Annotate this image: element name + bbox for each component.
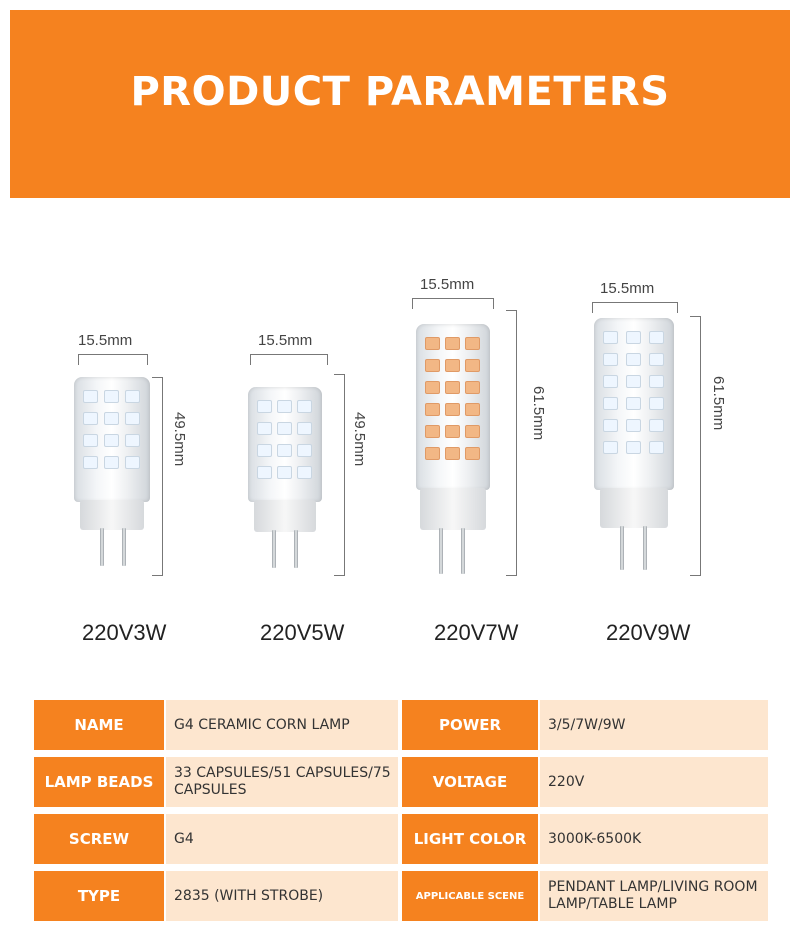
lamp-base — [420, 488, 486, 530]
led-chip — [278, 467, 291, 478]
led-chip — [466, 382, 479, 393]
spec-row — [34, 757, 768, 807]
led-chip — [604, 442, 617, 453]
lamp-body — [594, 318, 674, 490]
product-model-label: 220V3W — [82, 620, 167, 645]
led-chip — [446, 382, 459, 393]
led-chip — [426, 404, 439, 415]
led-chip — [650, 332, 663, 343]
height-dimension-line — [690, 316, 701, 576]
led-chip — [126, 391, 139, 402]
led-chip — [627, 376, 640, 387]
width-dimension-line — [592, 302, 678, 313]
led-chip — [446, 338, 459, 349]
led-chip — [627, 442, 640, 453]
spec-value-screw: G4 — [166, 814, 398, 864]
lamp-body — [416, 324, 490, 490]
led-chip — [105, 435, 118, 446]
led-chip — [84, 435, 97, 446]
height-dimension-line — [506, 310, 517, 576]
page-title: PRODUCT PARAMETERS — [130, 69, 670, 115]
led-chip — [650, 354, 663, 365]
lamp-pin — [294, 530, 298, 568]
lamp-pin — [100, 528, 104, 566]
led-chip — [466, 338, 479, 349]
spec-value-name: G4 CERAMIC CORN LAMP — [166, 700, 398, 750]
spec-label-voltage: VOLTAGE — [402, 757, 538, 807]
led-chip — [298, 401, 311, 412]
led-chip — [84, 413, 97, 424]
led-chip — [446, 448, 459, 459]
spec-row — [34, 700, 768, 750]
led-chip — [466, 426, 479, 437]
width-dimension-line — [412, 298, 494, 309]
header-banner — [10, 10, 790, 198]
led-chip — [258, 423, 271, 434]
spec-value-applicable-scene: PENDANT LAMP/LIVING ROOM LAMP/TABLE LAMP — [540, 871, 768, 921]
spec-label-power: POWER — [402, 700, 538, 750]
led-chip — [446, 404, 459, 415]
spec-value-voltage: 220V — [540, 757, 768, 807]
led-chip — [426, 448, 439, 459]
led-chip — [650, 376, 663, 387]
led-chip — [627, 398, 640, 409]
lamp-pin — [122, 528, 126, 566]
product-model-label: 220V9W — [606, 620, 691, 645]
width-dimension-line — [250, 354, 328, 365]
width-dimension-label: 15.5mm — [420, 276, 475, 293]
led-chip — [426, 338, 439, 349]
height-dimension-label: 61.5mm — [530, 386, 547, 441]
lamp-pin — [620, 526, 624, 570]
width-dimension-line — [78, 354, 148, 365]
led-chip — [105, 457, 118, 468]
led-chip — [650, 420, 663, 431]
led-chip — [258, 467, 271, 478]
led-chip — [278, 423, 291, 434]
lamp-body — [74, 377, 150, 502]
spec-label-name: NAME — [34, 700, 164, 750]
height-dimension-line — [334, 374, 345, 576]
led-chip — [426, 360, 439, 371]
height-dimension-label: 49.5mm — [171, 412, 188, 467]
led-chip — [278, 445, 291, 456]
led-chip — [84, 391, 97, 402]
led-chip — [650, 398, 663, 409]
led-chip — [298, 467, 311, 478]
spec-row — [34, 871, 768, 921]
spec-label-type: TYPE — [34, 871, 164, 921]
spec-value-power: 3/5/7W/9W — [540, 700, 768, 750]
spec-value-type: 2835 (WITH STROBE) — [166, 871, 398, 921]
led-chip — [446, 426, 459, 437]
spec-label-lamp-beads: LAMP BEADS — [34, 757, 164, 807]
product-gallery — [0, 200, 800, 680]
led-chip — [126, 435, 139, 446]
led-chip — [126, 413, 139, 424]
spec-label-applicable-scene: APPLICABLE SCENE — [402, 871, 538, 921]
led-chip — [84, 457, 97, 468]
led-chip — [604, 332, 617, 343]
lamp-pin — [461, 528, 465, 574]
spec-row — [34, 814, 768, 864]
led-chip — [258, 401, 271, 412]
spec-label-light-color: LIGHT COLOR — [402, 814, 538, 864]
height-dimension-label: 49.5mm — [351, 412, 368, 467]
led-chip — [126, 457, 139, 468]
led-chip — [650, 442, 663, 453]
lamp-base — [254, 500, 316, 532]
led-chip — [627, 354, 640, 365]
lamp-pin — [272, 530, 276, 568]
lamp-body — [248, 387, 322, 502]
height-dimension-label: 61.5mm — [710, 376, 727, 431]
width-dimension-label: 15.5mm — [258, 332, 313, 349]
led-chip — [298, 423, 311, 434]
led-chip — [627, 420, 640, 431]
height-dimension-line — [152, 377, 163, 576]
led-chip — [604, 354, 617, 365]
led-chip — [466, 360, 479, 371]
led-chip — [604, 398, 617, 409]
product-model-label: 220V7W — [434, 620, 519, 645]
width-dimension-label: 15.5mm — [78, 332, 133, 349]
led-chip — [604, 420, 617, 431]
led-chip — [105, 413, 118, 424]
led-chip — [258, 445, 271, 456]
led-chip — [298, 445, 311, 456]
led-chip — [466, 404, 479, 415]
lamp-base — [600, 488, 668, 528]
lamp-base — [80, 500, 144, 530]
product-model-label: 220V5W — [260, 620, 345, 645]
led-chip — [627, 332, 640, 343]
led-chip — [446, 360, 459, 371]
led-chip — [426, 382, 439, 393]
led-chip — [278, 401, 291, 412]
spec-value-lamp-beads: 33 CAPSULES/51 CAPSULES/75 CAPSULES — [166, 757, 398, 807]
led-chip — [466, 448, 479, 459]
led-chip — [426, 426, 439, 437]
led-chip — [604, 376, 617, 387]
spec-value-light-color: 3000K-6500K — [540, 814, 768, 864]
lamp-pin — [643, 526, 647, 570]
spec-label-screw: SCREW — [34, 814, 164, 864]
width-dimension-label: 15.5mm — [600, 280, 655, 297]
lamp-pin — [439, 528, 443, 574]
led-chip — [105, 391, 118, 402]
